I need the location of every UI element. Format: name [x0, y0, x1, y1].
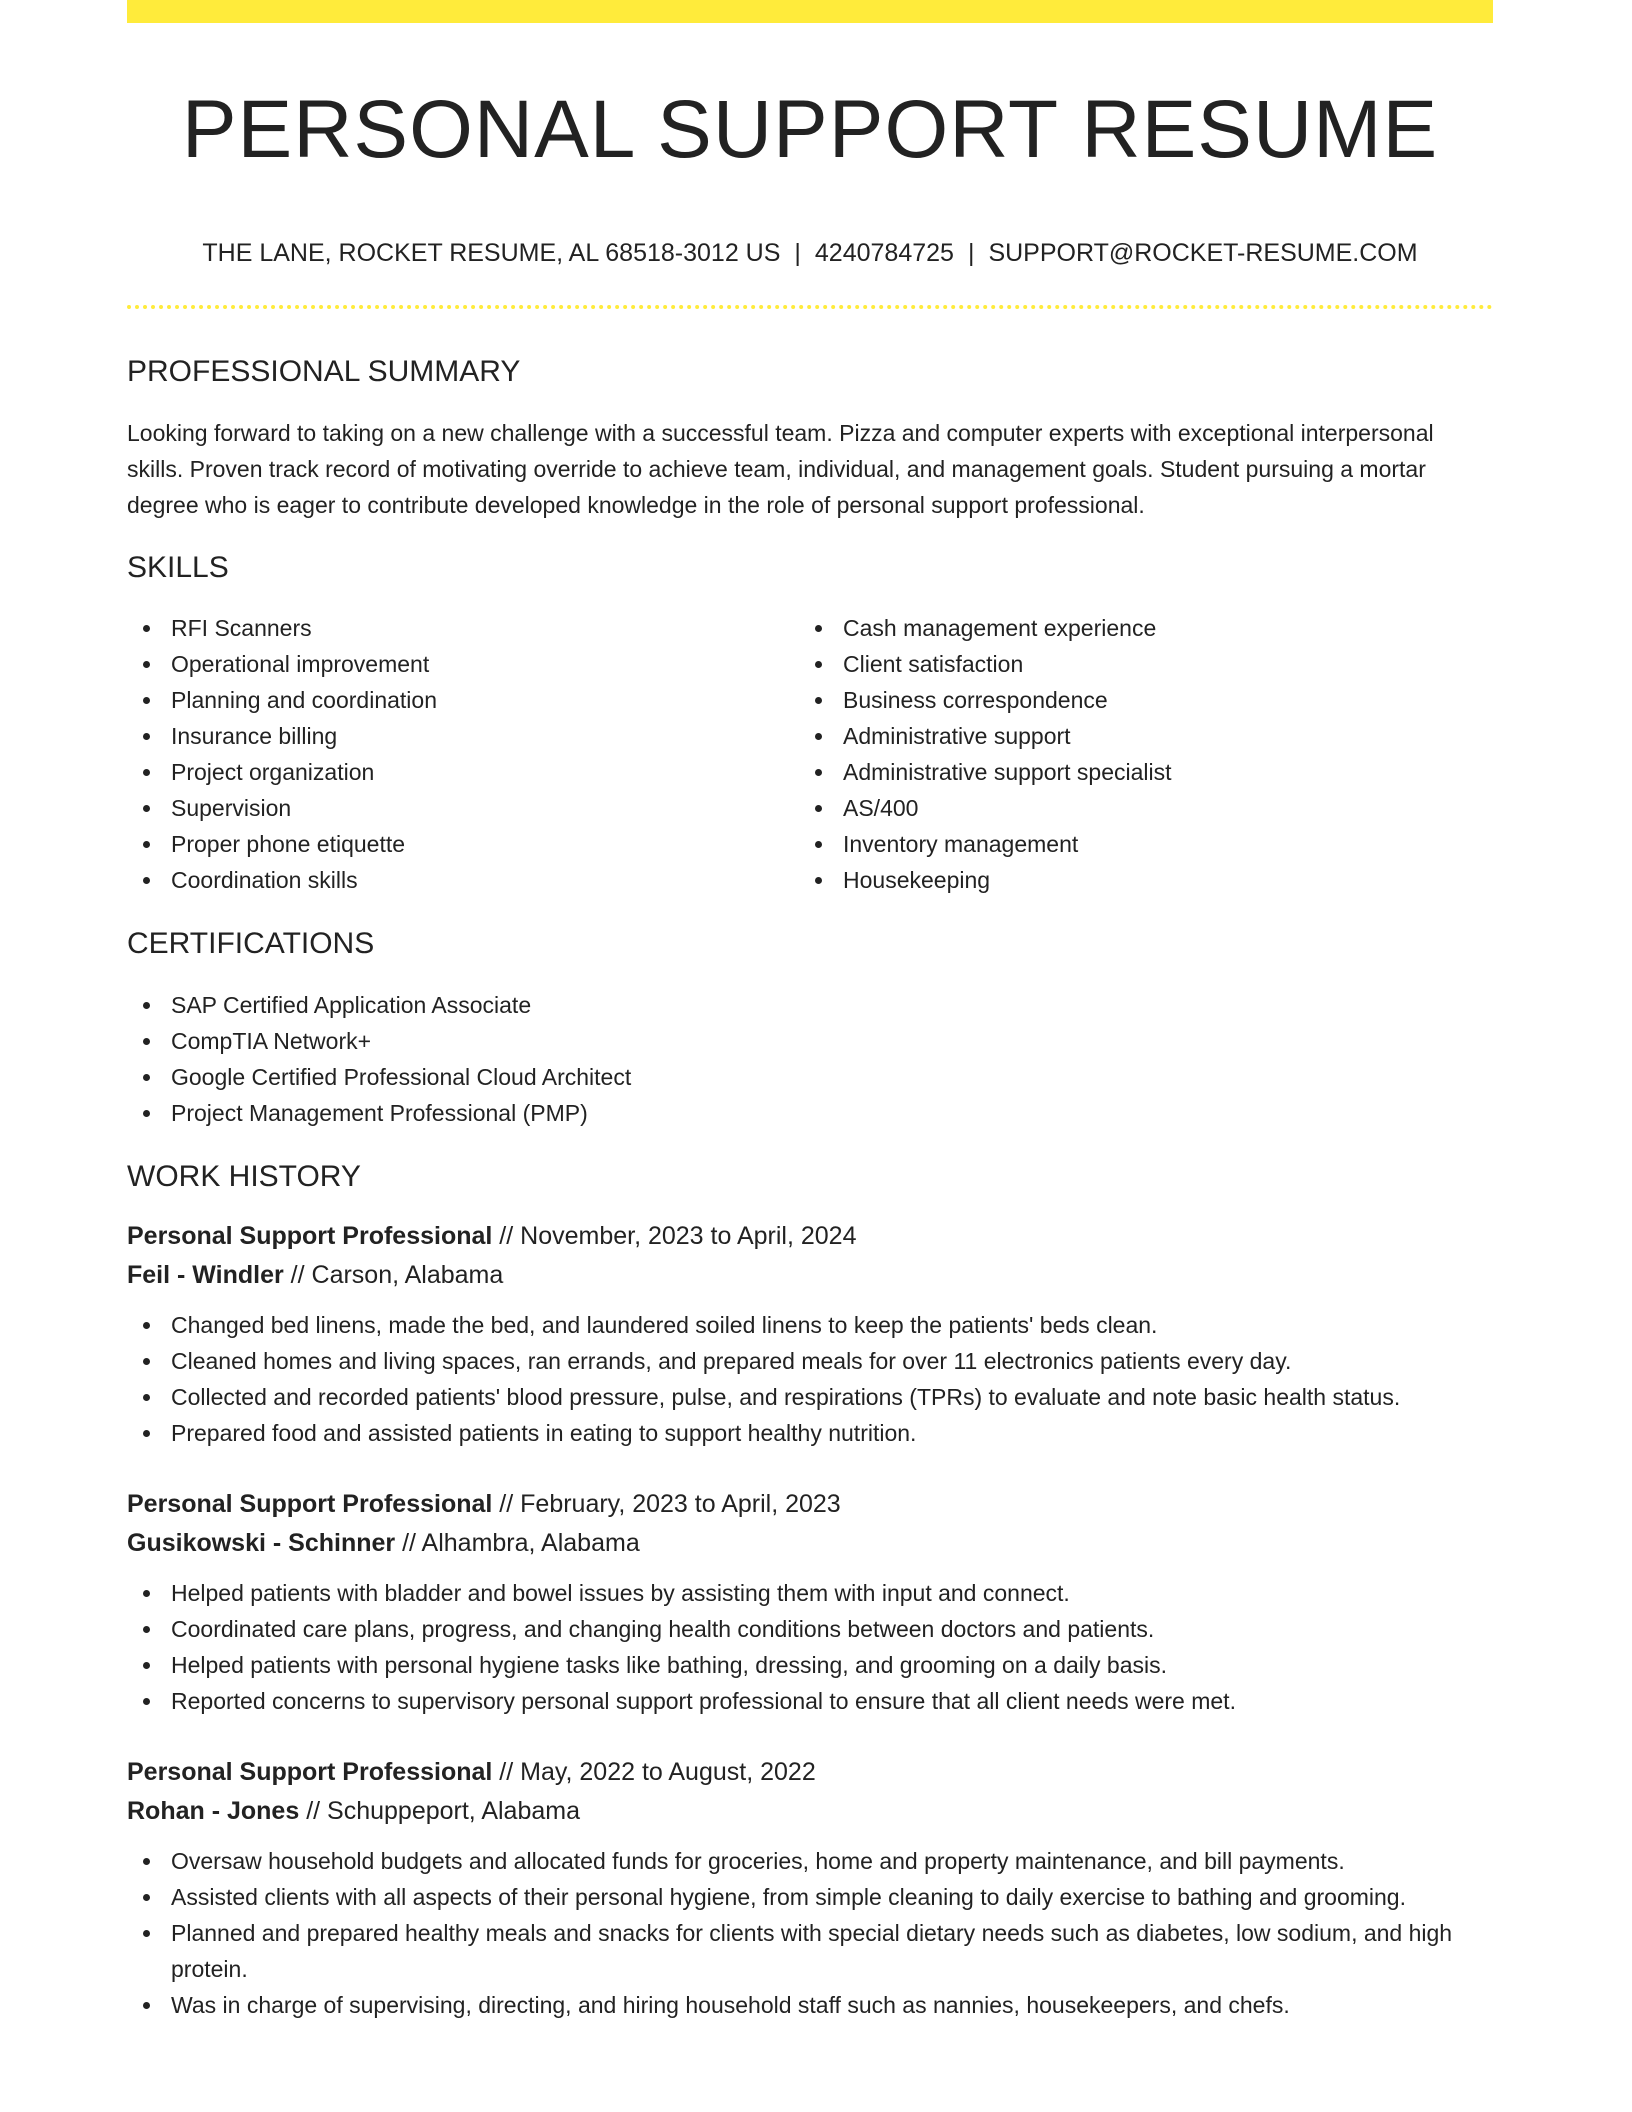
job-dates: // November, 2023 to April, 2024 — [492, 1222, 857, 1250]
top-accent-bar — [127, 0, 1493, 23]
job-title-line — [127, 1217, 1493, 1256]
summary-heading: PROFESSIONAL SUMMARY — [127, 355, 521, 388]
skill-item: Proper phone etiquette — [127, 826, 799, 862]
resume-name: PERSONAL SUPPORT RESUME — [181, 84, 1439, 175]
certifications-heading: CERTIFICATIONS — [127, 927, 375, 960]
job-role: Personal Support Professional — [127, 1222, 493, 1250]
certification-item: CompTIA Network+ — [127, 1023, 1493, 1059]
skill-item: Supervision — [127, 790, 799, 826]
skills-heading: SKILLS — [127, 551, 229, 584]
job-duty: Was in charge of supervising, directing, and hiring household staff such as nannies, housekeepers, and chefs. — [127, 1987, 1493, 2023]
skill-item: Planning and coordination — [127, 682, 799, 718]
job-duty: Helped patients with personal hygiene tasks like bathing, dressing, and grooming on a daily basis. — [127, 1647, 1493, 1683]
job-duty: Prepared food and assisted patients in eating to support healthy nutrition. — [127, 1415, 1493, 1451]
certification-item: Google Certified Professional Cloud Architect — [127, 1059, 1493, 1095]
job-role: Personal Support Professional — [127, 1758, 493, 1786]
job-duty: Planned and prepared healthy meals and snacks for clients with special dietary needs such as diabetes, low sodium, and high protein. — [127, 1915, 1493, 1987]
work-history-heading: WORK HISTORY — [127, 1160, 361, 1193]
job-dates: // February, 2023 to April, 2023 — [492, 1490, 841, 1518]
job-title-line — [127, 1753, 1493, 1792]
job-duty: Changed bed linens, made the bed, and laundered soiled linens to keep the patients' beds clean. — [127, 1307, 1493, 1343]
job-location: // Schuppeport, Alabama — [299, 1797, 580, 1825]
skill-item: Cash management experience — [799, 610, 1471, 646]
summary-text: Looking forward to taking on a new challenge with a successful team. Pizza and computer experts with exceptional interpersonal skills. Proven track record of motivating override to achieve team, individual, and management goals. Student pursuing a mortar degree who is eager to contribute developed knowledge in the role of personal support professional. — [127, 420, 1434, 518]
job-duty: Assisted clients with all aspects of their personal hygiene, from simple cleaning to daily exercise to bathing and grooming. — [127, 1879, 1493, 1915]
job-dates: // May, 2022 to August, 2022 — [492, 1758, 816, 1786]
skill-item: Administrative support specialist — [799, 754, 1471, 790]
job-company: Gusikowski - Schinner — [127, 1529, 396, 1557]
job-entry — [127, 1485, 1493, 1719]
job-company-line — [127, 1524, 1493, 1563]
contact-separator: | — [794, 239, 801, 267]
header-divider — [127, 305, 1493, 309]
job-entry — [127, 1753, 1493, 2023]
skill-item: Business correspondence — [799, 682, 1471, 718]
skills-list-right — [799, 610, 1471, 898]
skill-item: Project organization — [127, 754, 799, 790]
job-company: Feil - Windler — [127, 1261, 284, 1289]
job-duty: Collected and recorded patients' blood pressure, pulse, and respirations (TPRs) to evaluate and note basic health status. — [127, 1379, 1493, 1415]
contact-phone: 4240784725 — [814, 239, 954, 267]
skill-item: Administrative support — [799, 718, 1471, 754]
contact-email: SUPPORT@ROCKET-RESUME.COM — [988, 239, 1418, 267]
skills-list-left — [127, 610, 799, 898]
skill-item: Housekeeping — [799, 862, 1471, 898]
skill-item: Coordination skills — [127, 862, 799, 898]
job-duty: Coordinated care plans, progress, and changing health conditions between doctors and patients. — [127, 1611, 1493, 1647]
certification-item: Project Management Professional (PMP) — [127, 1095, 1493, 1131]
job-title-line — [127, 1485, 1493, 1524]
job-duties-list — [127, 1843, 1493, 2023]
skill-item: AS/400 — [799, 790, 1471, 826]
job-duties-list — [127, 1575, 1493, 1719]
contact-address: THE LANE, ROCKET RESUME, AL 68518-3012 US — [202, 239, 781, 267]
job-duty: Reported concerns to supervisory personal support professional to ensure that all client needs were met. — [127, 1683, 1493, 1719]
job-duty: Cleaned homes and living spaces, ran errands, and prepared meals for over 11 electronics patients every day. — [127, 1343, 1493, 1379]
job-company: Rohan - Jones — [127, 1797, 300, 1825]
job-location: // Alhambra, Alabama — [395, 1529, 640, 1557]
job-company-line — [127, 1256, 1493, 1295]
skill-item: Client satisfaction — [799, 646, 1471, 682]
job-role: Personal Support Professional — [127, 1490, 493, 1518]
contact-separator: | — [967, 239, 975, 267]
skill-item: Operational improvement — [127, 646, 799, 682]
job-duty: Oversaw household budgets and allocated funds for groceries, home and property maintenance, and bill payments. — [127, 1843, 1493, 1879]
skill-item: Insurance billing — [127, 718, 799, 754]
job-company-line — [127, 1792, 1493, 1831]
certifications-list — [127, 987, 1493, 1131]
job-duty: Helped patients with bladder and bowel issues by assisting them with input and connect. — [127, 1575, 1493, 1611]
job-duties-list — [127, 1307, 1493, 1451]
certification-item: SAP Certified Application Associate — [127, 987, 1493, 1023]
job-entry — [127, 1217, 1493, 1451]
job-location: // Carson, Alabama — [283, 1261, 504, 1289]
contact-line — [127, 234, 1493, 272]
skill-item: RFI Scanners — [127, 610, 799, 646]
skill-item: Inventory management — [799, 826, 1471, 862]
